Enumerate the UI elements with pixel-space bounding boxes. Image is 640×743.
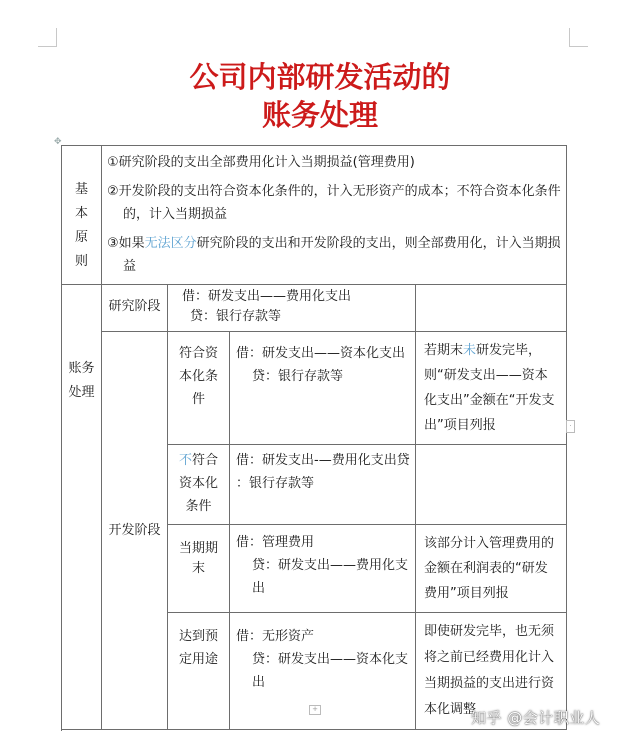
research-row	[62, 285, 567, 332]
dev-entry-4	[230, 613, 416, 730]
principle-item-3	[107, 232, 564, 278]
table-resize-handle-icon[interactable]: ·	[566, 420, 575, 433]
principles-row	[62, 146, 567, 285]
research-debit: 借：研发支出——费用化支出	[182, 289, 352, 304]
dev-note-1-highlight: 未	[463, 343, 477, 358]
research-stage-label: 研究阶段	[102, 285, 168, 332]
dev-credit-1: 贷：银行存款等	[252, 369, 344, 384]
principle-3-prefix: ③如果	[107, 236, 145, 251]
dev-credit-3: 贷：研发支出——费用化支出	[252, 558, 409, 596]
watermark: 知乎 @会计职业人	[471, 709, 601, 727]
principles-content	[102, 146, 567, 285]
dev-note-2	[416, 445, 567, 525]
dev-note-4-suffix: 即使研发完毕，也无须将之前已经费用化计入当期损益的支出进行资本化调整	[424, 624, 555, 717]
dev-debit-2: 借：研发支出-—费用化支出贷	[236, 453, 410, 468]
dev-entry-2	[230, 445, 416, 525]
dev-note-1	[416, 332, 567, 445]
dev-condition-3: 当期期末	[168, 525, 230, 613]
dev-note-3	[416, 525, 567, 613]
accounting-label	[62, 285, 102, 730]
dev-condition-4: 达到预定用途	[168, 613, 230, 730]
dev-row-capitalize	[62, 332, 567, 445]
dev-debit-4: 借：无形资产	[236, 629, 315, 644]
research-credit: 贷：银行存款等	[190, 309, 282, 324]
principle-item-1: ①研究阶段的支出全部费用化计入当期损益(管理费用)	[107, 155, 415, 170]
dev-credit-4: 贷：研发支出——资本化支出	[252, 652, 409, 690]
dev-note-3-suffix: 该部分计入管理费用的金额在利润表的“研发费用”项目列报	[424, 536, 555, 601]
accounting-label-text: 账务处理	[68, 361, 95, 400]
document-title-line2: 账务处理	[261, 98, 378, 132]
dev-debit-1: 借：研发支出——资本化支出	[236, 346, 406, 361]
dev-note-1-prefix: 若期末	[424, 343, 464, 358]
principle-3-highlight: 无法区分	[144, 236, 197, 251]
development-stage-label: 开发阶段	[102, 332, 168, 730]
dev-note-1-suffix: 研发完毕，则“研发支出——资本化支出”金额在“开发支出”项目列报	[424, 343, 555, 433]
dev-condition-2-text: 符合资本化条件	[178, 453, 219, 514]
dev-condition-2-highlight: 不	[178, 453, 192, 468]
page-corner-mark-left	[38, 28, 57, 47]
dev-credit-2: ：银行存款等	[236, 476, 315, 491]
principles-label	[62, 146, 102, 285]
dev-condition-2	[168, 445, 230, 525]
dev-entry-1	[230, 332, 416, 445]
research-note	[416, 285, 567, 332]
accounting-table	[61, 145, 567, 730]
page-corner-mark-right	[569, 28, 588, 47]
principle-3-suffix: 研究阶段的支出和开发阶段的支出，则全部费用化，计入当期损益	[123, 236, 561, 274]
research-entry	[168, 285, 416, 332]
dev-debit-3: 借：管理费用	[236, 535, 315, 550]
principle-item-2: ②开发阶段的支出符合资本化条件的，计入无形资产的成本；不符合资本化条件的，计入当期损益	[107, 184, 561, 222]
dev-entry-3	[230, 525, 416, 613]
table-add-row-handle-icon[interactable]: +	[309, 705, 321, 715]
principles-label-text: 基本原则	[74, 182, 88, 269]
table-move-handle-icon[interactable]: ✥	[54, 137, 62, 147]
dev-condition-1: 符合资本化条件	[168, 332, 230, 445]
document-title-line1: 公司内部研发活动的	[189, 60, 451, 94]
